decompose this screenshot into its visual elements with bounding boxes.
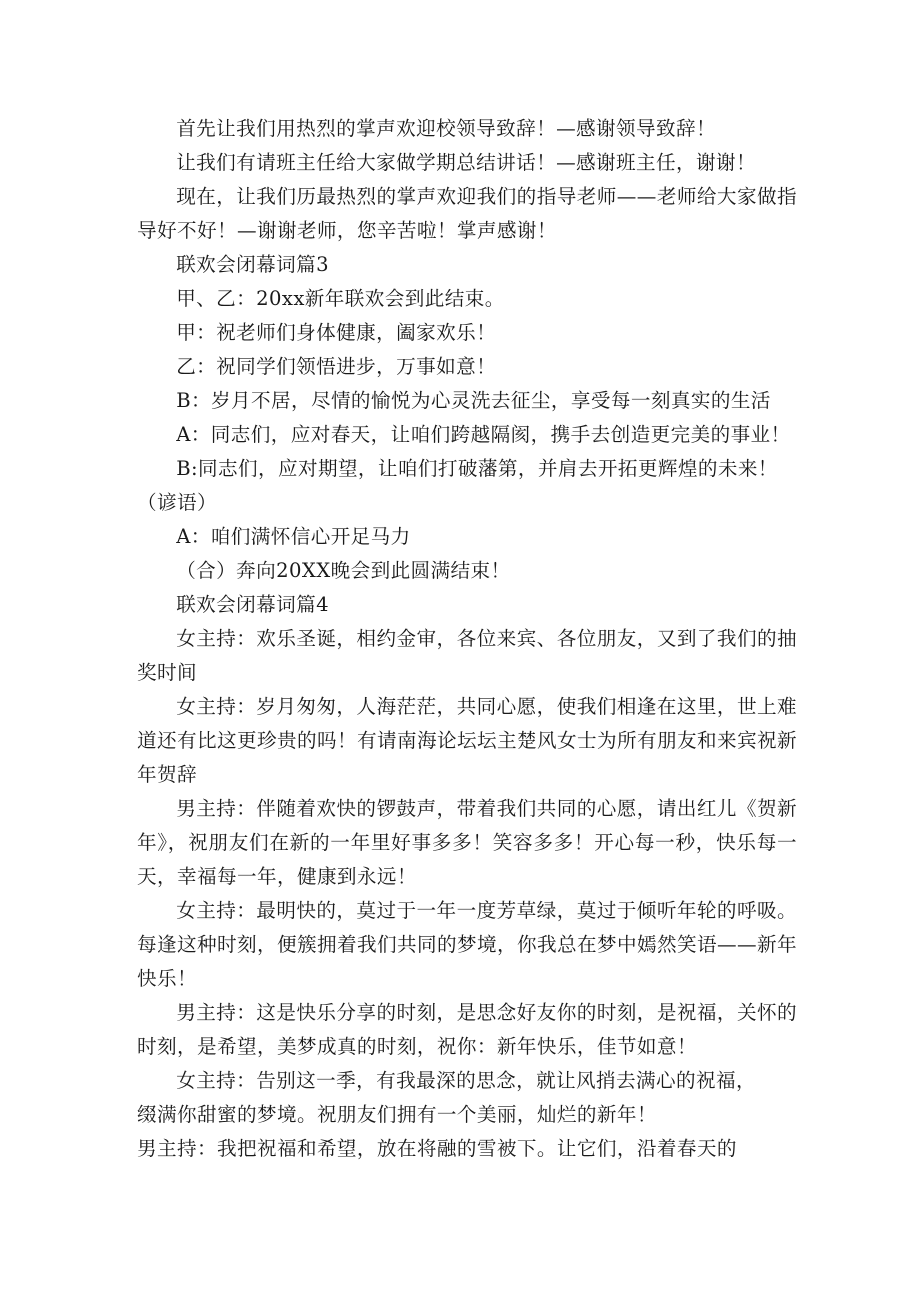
section-heading-4: 联欢会闭幕词篇4 <box>176 593 330 616</box>
document-body <box>137 112 797 1166</box>
section-heading-3: 联欢会闭幕词篇3 <box>176 253 330 276</box>
paragraph-line: 甲、乙：20xx新年联欢会到此结束。 <box>176 287 505 310</box>
paragraph-line: B：岁月不居，尽情的愉悦为心灵洗去征尘，享受每一刻真实的生活 <box>176 389 771 412</box>
paragraph-host-line: 女主持：最明快的，莫过于一年一度芳草绿，莫过于倾听年轮的呼吸。每逢这种时刻，便簇拥着我们共同的梦境，你我总在梦中嫣然笑语——新年快乐！ <box>137 899 797 990</box>
paragraph-line: A：咱们满怀信心开足马力 <box>176 525 411 548</box>
paragraph-line: A：同志们，应对春天，让咱们跨越隔阂，携手去创造更完美的事业！ <box>176 423 791 446</box>
paragraph-leader-speech: 首先让我们用热烈的掌声欢迎校领导致辞！—感谢领导致辞！ <box>176 117 717 140</box>
paragraph-host-line: 女主持：岁月匆匆，人海茫茫，共同心愿，使我们相逢在这里，世上难道还有比这更珍贵的吗！有请南海论坛坛主楚风女士为所有朋友和来宾祝新年贺辞 <box>137 695 797 786</box>
paragraph-host-line: 女主持：告别这一季，有我最深的思念，就让风捎去满心的祝福， <box>176 1069 757 1092</box>
paragraph-host-line-partial: 男主持：我把祝福和希望，放在将融的雪被下。让它们，沿着春天的 <box>137 1137 737 1160</box>
paragraph-line: B:同志们，应对期望，让咱们打破藩第，并肩去开拓更辉煌的未来！ <box>176 457 778 480</box>
paragraph-host-line: 男主持：这是快乐分享的时刻，是思念好友你的时刻，是祝福，关怀的时刻，是希望，美梦成真的时刻，祝你：新年快乐，佳节如意！ <box>137 1001 797 1058</box>
paragraph-line: （合）奔向20XX晚会到此圆满结束！ <box>176 559 511 582</box>
paragraph-line: 甲：祝老师们身体健康，阖家欢乐！ <box>176 321 497 344</box>
paragraph-host-line-continued: 缀满你甜蜜的梦境。祝朋友们拥有一个美丽，灿烂的新年！ <box>137 1103 657 1126</box>
paragraph-line: 乙：祝同学们领悟进步，万事如意！ <box>176 355 497 378</box>
paragraph-advisor-thanks: 现在，让我们历最热烈的掌声欢迎我们的指导老师——老师给大家做指导好不好！—谢谢老师，您辛苦啦！掌声感谢！ <box>137 185 797 242</box>
paragraph-host-line: 男主持：伴随着欢快的锣鼓声，带着我们共同的心愿，请出红儿《贺新年》，祝朋友们在新的一年里好事多多！笑容多多！开心每一秒，快乐每一天，幸福每一年，健康到永远！ <box>137 797 797 888</box>
paragraph-teacher-summary: 让我们有请班主任给大家做学期总结讲话！—感谢班主任，谢谢！ <box>176 151 757 174</box>
paragraph-host-line: 女主持：欢乐圣诞，相约金审，各位来宾、各位朋友，又到了我们的抽奖时间 <box>137 627 797 684</box>
paragraph-proverb-note: （谚语） <box>137 491 217 514</box>
